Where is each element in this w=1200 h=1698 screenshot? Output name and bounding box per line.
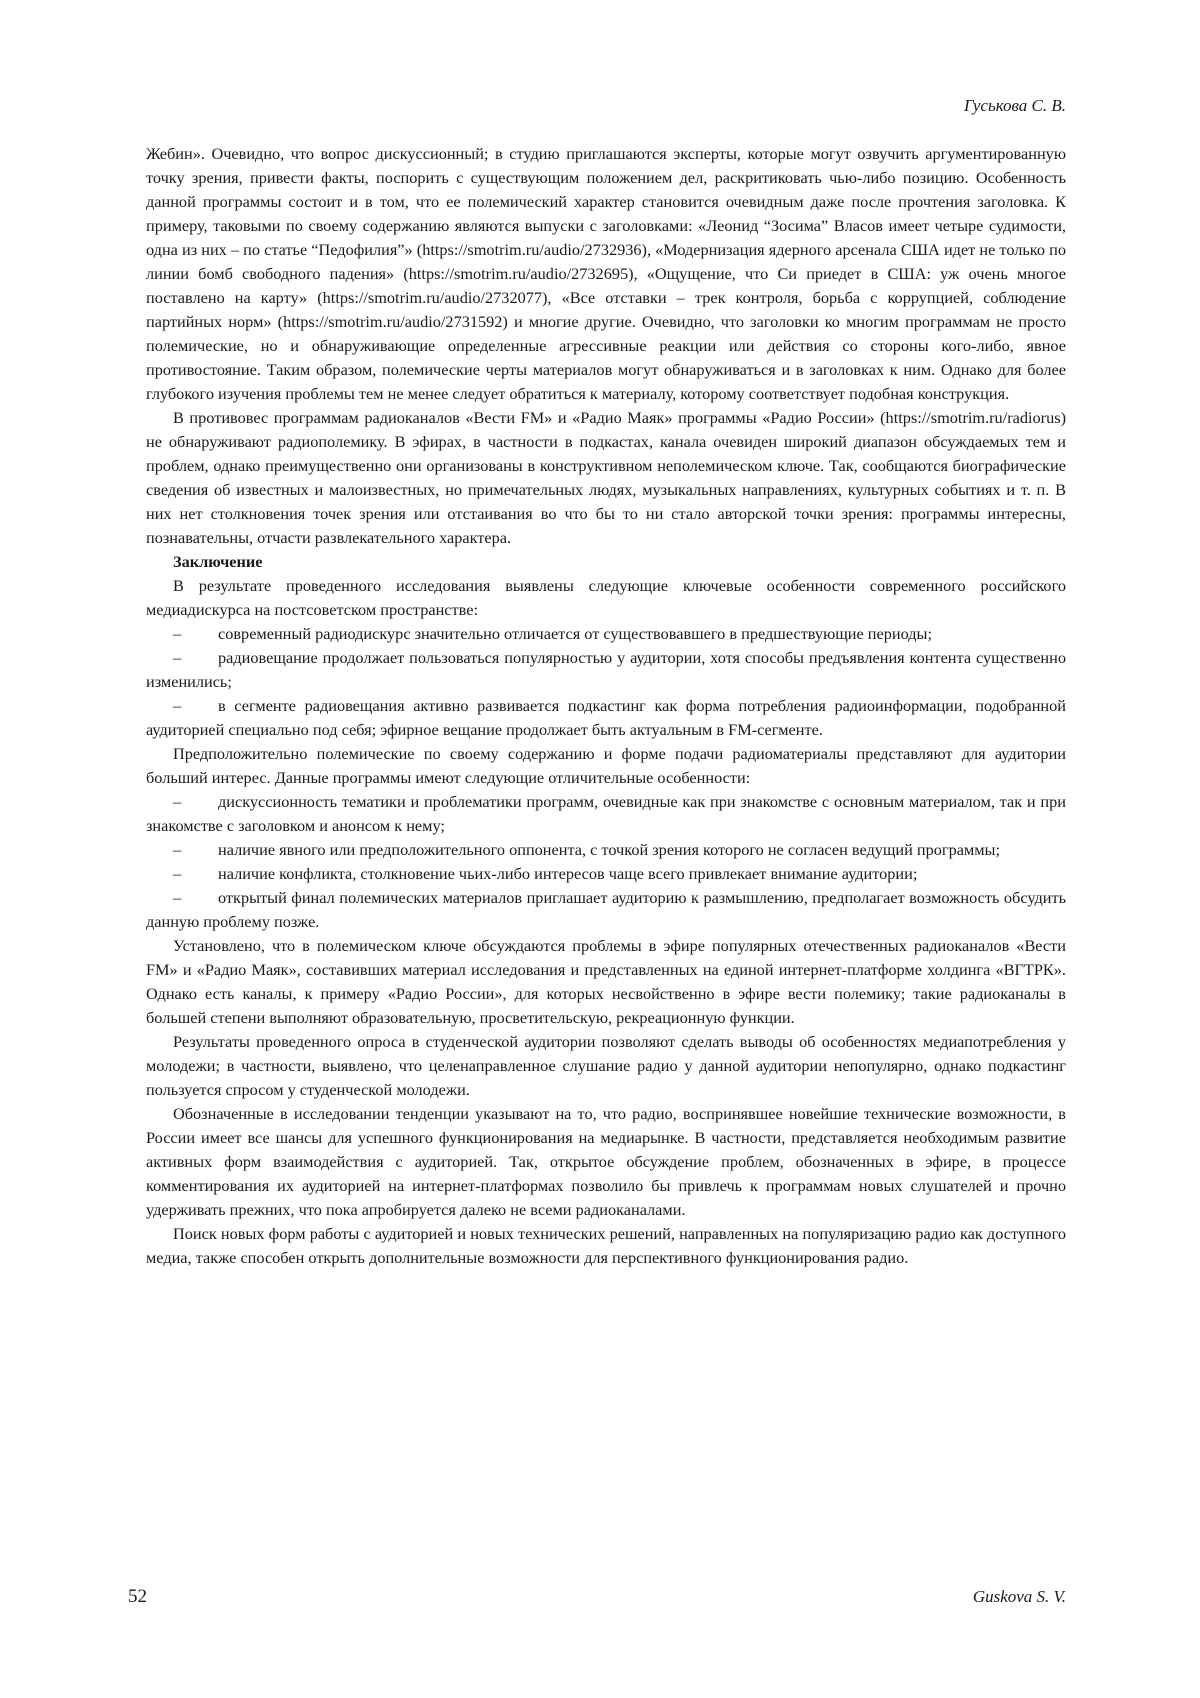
article-body [146,142,1066,1270]
paragraph-5: Установлено, что в полемическом ключе обсуждаются проблемы в эфире популярных отечественных радиоканалов «Вести FM» и «Радио Маяк», составивших материал исследования и представленных на единой интернет-платформе холдинга «ВГТРК». Однако есть каналы, к примеру «Радио России», для которых несвойственно в эфире вести полемику; такие радиоканалы в большей степени выполняют образовательную, просветительскую, рекреационную функции. [146,936,1066,1027]
list-item [146,622,1066,646]
list-item-text: наличие явного или предположительного оппонента, с точкой зрения которого не согласен ведущий программы; [218,840,1001,859]
dash-marker: – [173,624,182,643]
running-foot-author: Guskova S. V. [972,1587,1066,1606]
paragraph-3: В результате проведенного исследования выявлены следующие ключевые особенности современного российского медиадискурса на постсоветском пространстве: [146,576,1066,619]
list-item [146,838,1066,862]
section-heading-conclusion: Заключение [173,552,263,571]
list-item-text: радиовещание продолжает пользоваться популярностью у аудитории, хотя способы предъявления контента существенно изменились; [146,648,1066,691]
list-item [146,862,1066,886]
list-item-text: в сегменте радиовещания активно развивается подкастинг как форма потребления радиоинформации, подобранной аудиторией специально под себя; эфирное вещание продолжает быть актуальным в FM-сегменте. [146,696,1066,739]
paragraph-6: Результаты проведенного опроса в студенческой аудитории позволяют сделать выводы об особенностях медиапотребления у молодежи; в частности, выявлено, что целенаправленное слушание радио у данной аудитории непопулярно, однако подкастинг пользуется спросом у студенческой молодежи. [146,1032,1066,1099]
list-item [146,886,1066,934]
list-item [146,694,1066,742]
list-item [146,646,1066,694]
paragraph-2: В противовес программам радиоканалов «Вести FM» и «Радио Маяк» программы «Радио России» (https://smotrim.ru/radiorus) не обнаруживают радиополемику. В эфирах, в частности в подкастах, канала очевиден широкий диапазон обсуждаемых тем и проблем, однако преимущественно они организованы в конструктивном неполемическом ключе. Так, сообщаются биографические сведения об известных и малоизвестных, но примечательных людях, музыкальных направлениях, культурных событиях и т. п. В них нет столкновения точек зрения или отстаивания во что бы то ни стало авторской точки зрения: программы интересны, познавательны, отчасти развлекательного характера. [146,408,1066,547]
dash-marker: – [173,792,182,811]
dash-marker: – [173,840,182,859]
paragraph-8: Поиск новых форм работы с аудиторией и новых технических решений, направленных на популяризацию радио как доступного медиа, также способен открыть дополнительные возможности для перспективного функционирования радио. [146,1224,1066,1267]
page-number: 52 [128,1586,147,1607]
list-item-text: дискуссионность тематики и проблематики программ, очевидные как при знакомстве с основным материалом, так и при знакомстве с заголовком и анонсом к нему; [146,792,1066,835]
dash-marker: – [173,648,182,667]
list-item-text: современный радиодискурс значительно отличается от существовавшего в предшествующие периоды; [218,624,932,643]
list-item [146,790,1066,838]
paragraph-7: Обозначенные в исследовании тенденции указывают на то, что радио, воспринявшее новейшие технические возможности, в России имеет все шансы для успешного функционирования на медиарынке. В частности, представляется необходимым развитие активных форм взаимодействия с аудиторией. Так, открытое обсуждение проблем, обозначенных в эфире, в процессе комментирования их аудиторией на интернет-платформах позволило бы привлечь к программам новых слушателей и прочно удерживать прежних, что пока апробируется далеко не всеми радиоканалами. [146,1104,1066,1219]
paragraph-4: Предположительно полемические по своему содержанию и форме подачи радиоматериалы представляют для аудитории больший интерес. Данные программы имеют следующие отличительные особенности: [146,744,1066,787]
dash-marker: – [173,696,182,715]
running-head-author: Гуськова С. В. [963,96,1066,115]
list-item-text: наличие конфликта, столкновение чьих-либо интересов чаще всего привлекает внимание аудитории; [218,864,918,883]
paragraph-1: Жебин». Очевидно, что вопрос дискуссионный; в студию приглашаются эксперты, которые могут озвучить аргументированную точку зрения, привести факты, поспорить с существующим положением дел, раскритиковать чью-либо позицию. Особенность данной программы состоит и в том, что ее полемический характер становится очевидным даже после прочтения заголовка. К примеру, таковыми по своему содержанию являются выпуски с заголовками: «Леонид “Зосима” Власов имеет четыре судимости, одна из них – по статье “Педофилия”» (https://smotrim.ru/audio/2732936), «Модернизация ядерного арсенала США идет не только по линии бомб свободного падения» (https://smotrim.ru/audio/2732695), «Ощущение, что Си приедет в США: уж очень многое поставлено на карту» (https://smotrim.ru/audio/2732077), «Все отставки – трек контроля, борьба с коррупцией, соблюдение партийных норм» (https://smotrim.ru/audio/2731592) и многие другие. Очевидно, что заголовки ко многим программам не просто полемические, но и обнаруживающие определенные агрессивные реакции или действия со стороны кого-либо, явное противостояние. Таким образом, полемические черты материалов могут обнаруживаться и в заголовках к ним. Однако для более глубокого изучения проблемы тем не менее следует обратиться к материалу, которому соответствует подобная конструкция. [146,144,1066,403]
dash-marker: – [173,864,182,883]
list-item-text: открытый финал полемических материалов приглашает аудиторию к размышлению, предполагает возможность обсудить данную проблему позже. [146,888,1066,931]
dash-marker: – [173,888,182,907]
